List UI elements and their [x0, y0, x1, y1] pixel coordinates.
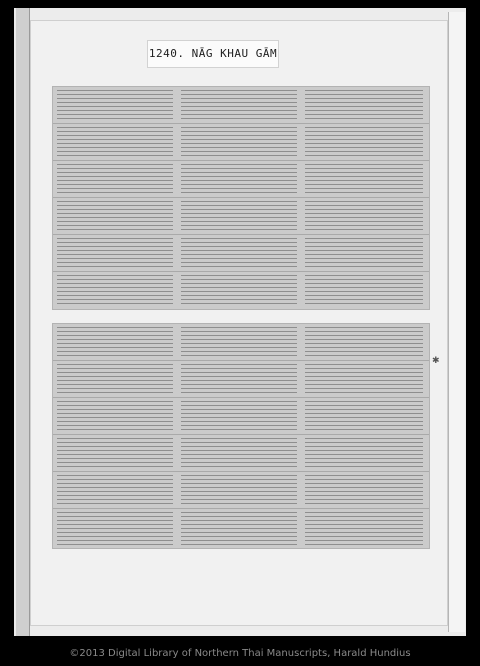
text-column [305, 164, 423, 194]
text-column [305, 201, 423, 231]
text-strip [53, 472, 429, 509]
text-column [305, 401, 423, 431]
text-column [305, 475, 423, 505]
text-strip [53, 235, 429, 272]
text-strip [53, 124, 429, 161]
text-block-lower [52, 323, 430, 549]
text-column [57, 512, 173, 545]
text-column [181, 90, 297, 120]
copyright-footer: ©2013 Digital Library of Northern Thai Manuscripts, Harald Hundius [69, 648, 411, 659]
text-column [57, 90, 173, 120]
text-strip [53, 198, 429, 235]
text-column [305, 238, 423, 268]
text-column [57, 238, 173, 268]
text-column [57, 164, 173, 194]
text-column [305, 90, 423, 120]
text-column [181, 327, 297, 357]
margin-mark-icon: ✱ [432, 356, 440, 366]
text-column [57, 364, 173, 394]
left-binding-edge [16, 8, 30, 636]
text-strip [53, 509, 429, 548]
text-column [57, 201, 173, 231]
text-strip [53, 272, 429, 309]
text-column [57, 438, 173, 468]
text-column [57, 327, 173, 357]
text-strip [53, 398, 429, 435]
text-column [181, 438, 297, 468]
text-column [181, 275, 297, 306]
text-column [305, 327, 423, 357]
text-column [57, 275, 173, 306]
right-page-edge [448, 12, 465, 632]
text-strip [53, 435, 429, 472]
text-column [181, 164, 297, 194]
text-column [305, 275, 423, 306]
text-block-upper [52, 86, 430, 310]
text-strip [53, 361, 429, 398]
text-column [305, 438, 423, 468]
text-column [305, 364, 423, 394]
text-column [57, 475, 173, 505]
text-column [181, 475, 297, 505]
text-column [181, 201, 297, 231]
manuscript-title-label: 1240. NĀG KHAU GĀM [147, 40, 279, 68]
text-column [57, 127, 173, 157]
text-strip [53, 324, 429, 361]
text-column [305, 127, 423, 157]
text-strip [53, 87, 429, 124]
text-column [181, 364, 297, 394]
text-column [305, 512, 423, 545]
text-column [181, 512, 297, 545]
text-column [181, 238, 297, 268]
text-column [57, 401, 173, 431]
text-column [181, 401, 297, 431]
text-strip [53, 161, 429, 198]
text-column [181, 127, 297, 157]
